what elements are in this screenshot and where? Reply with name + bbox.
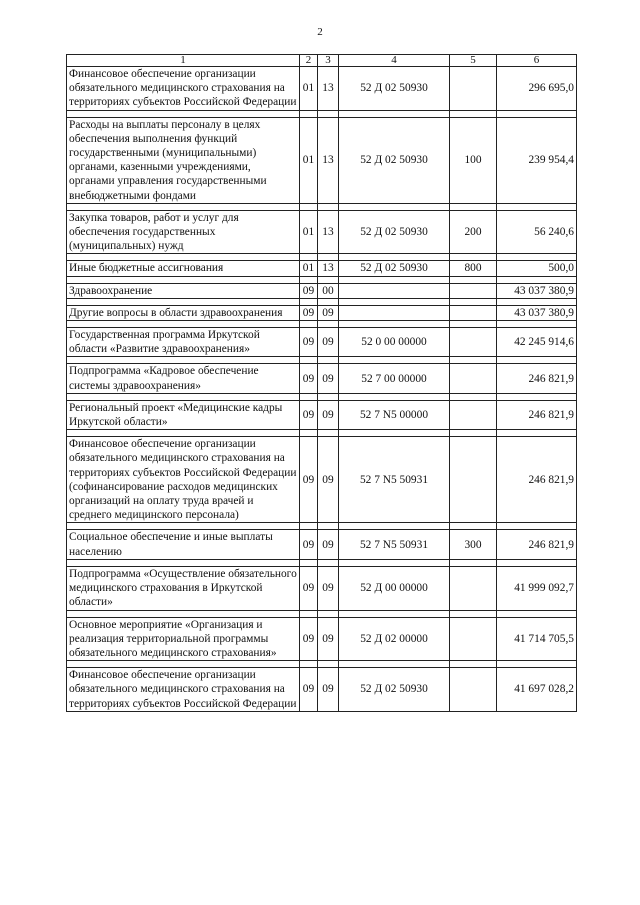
spacer-cell	[339, 393, 450, 400]
row-subsection: 13	[318, 210, 339, 254]
row-section: 09	[300, 530, 318, 559]
spacer-cell	[318, 203, 339, 210]
spacer-cell	[450, 110, 497, 117]
table-row	[67, 364, 577, 393]
row-expense-type	[450, 305, 497, 320]
row-name: Финансовое обеспечение организации обязательного медицинского страхования на территориях субъектов Российской Федерации	[67, 67, 300, 111]
row-expense-type	[450, 400, 497, 429]
row-name: Основное мероприятие «Организация и реализация территориальной программы обязательного медицинского страхования»	[67, 617, 300, 661]
row-expense-type	[450, 283, 497, 298]
row-name: Расходы на выплаты персоналу в целях обеспечения выполнения функций государственными (муниципальными) органами, казенными учреждениями, органами управления государственными внебюджетными фондами	[67, 117, 300, 203]
row-name: Другие вопросы в области здравоохранения	[67, 305, 300, 320]
spacer-cell	[67, 254, 300, 261]
spacer-cell	[450, 430, 497, 437]
row-expense-type	[450, 437, 497, 523]
row-section: 01	[300, 261, 318, 276]
row-name: Здравоохранение	[67, 283, 300, 298]
row-expense-type	[450, 364, 497, 393]
spacer-cell	[67, 203, 300, 210]
row-spacer	[67, 357, 577, 364]
row-name: Региональный проект «Медицинские кадры Иркутской области»	[67, 400, 300, 429]
table-row	[67, 400, 577, 429]
row-spacer	[67, 610, 577, 617]
spacer-cell	[450, 298, 497, 305]
table-row	[67, 617, 577, 661]
row-section: 09	[300, 400, 318, 429]
row-spacer	[67, 393, 577, 400]
table-row	[67, 530, 577, 559]
spacer-cell	[339, 298, 450, 305]
spacer-cell	[339, 276, 450, 283]
row-target-code: 52 Д 00 00000	[339, 566, 450, 610]
spacer-cell	[450, 276, 497, 283]
spacer-cell	[300, 610, 318, 617]
spacer-cell	[318, 254, 339, 261]
row-target-code: 52 Д 02 50930	[339, 117, 450, 203]
spacer-cell	[67, 110, 300, 117]
table-row	[67, 437, 577, 523]
spacer-cell	[300, 661, 318, 668]
header-col-1: 1	[67, 55, 300, 67]
spacer-cell	[300, 393, 318, 400]
spacer-cell	[339, 321, 450, 328]
row-target-code	[339, 283, 450, 298]
header-col-3: 3	[318, 55, 339, 67]
spacer-cell	[67, 393, 300, 400]
row-subsection: 09	[318, 530, 339, 559]
spacer-cell	[450, 357, 497, 364]
spacer-cell	[318, 298, 339, 305]
spacer-cell	[497, 610, 577, 617]
row-spacer	[67, 254, 577, 261]
spacer-cell	[67, 610, 300, 617]
header-col-4: 4	[339, 55, 450, 67]
spacer-cell	[318, 321, 339, 328]
spacer-cell	[318, 610, 339, 617]
spacer-cell	[339, 254, 450, 261]
row-section: 01	[300, 117, 318, 203]
row-section: 01	[300, 67, 318, 111]
spacer-cell	[450, 610, 497, 617]
spacer-cell	[450, 559, 497, 566]
table-row	[67, 668, 577, 712]
row-spacer	[67, 203, 577, 210]
table-row	[67, 117, 577, 203]
row-target-code: 52 7 N5 50931	[339, 530, 450, 559]
spacer-cell	[67, 298, 300, 305]
row-name: Финансовое обеспечение организации обязательного медицинского страхования на территориях субъектов Российской Федерации	[67, 668, 300, 712]
spacer-cell	[300, 276, 318, 283]
spacer-cell	[339, 661, 450, 668]
row-expense-type	[450, 328, 497, 357]
row-amount: 246 821,9	[497, 437, 577, 523]
spacer-cell	[339, 523, 450, 530]
table-row	[67, 67, 577, 111]
row-expense-type: 800	[450, 261, 497, 276]
spacer-cell	[318, 357, 339, 364]
row-name: Финансовое обеспечение организации обязательного медицинского страхования на территориях субъектов Российской Федерации (софинансирование расходов медицинских организаций на оплату труда врачей и среднего медицинского персонала)	[67, 437, 300, 523]
row-amount: 43 037 380,9	[497, 305, 577, 320]
spacer-cell	[450, 661, 497, 668]
spacer-cell	[497, 298, 577, 305]
row-section: 09	[300, 283, 318, 298]
row-name: Социальное обеспечение и иные выплаты населению	[67, 530, 300, 559]
row-section: 09	[300, 566, 318, 610]
row-spacer	[67, 661, 577, 668]
page-number: 2	[317, 26, 323, 38]
row-amount: 56 240,6	[497, 210, 577, 254]
header-col-5: 5	[450, 55, 497, 67]
spacer-cell	[497, 559, 577, 566]
spacer-cell	[67, 661, 300, 668]
spacer-cell	[300, 203, 318, 210]
row-target-code: 52 7 N5 00000	[339, 400, 450, 429]
row-amount: 43 037 380,9	[497, 283, 577, 298]
row-amount: 41 714 705,5	[497, 617, 577, 661]
spacer-cell	[318, 393, 339, 400]
spacer-cell	[318, 276, 339, 283]
spacer-cell	[497, 393, 577, 400]
row-section: 09	[300, 437, 318, 523]
spacer-cell	[67, 523, 300, 530]
row-subsection: 09	[318, 566, 339, 610]
spacer-cell	[497, 203, 577, 210]
row-subsection: 13	[318, 117, 339, 203]
row-section: 01	[300, 210, 318, 254]
spacer-cell	[450, 254, 497, 261]
row-name: Подпрограмма «Осуществление обязательного медицинского страхования в Иркутской области»	[67, 566, 300, 610]
row-subsection: 00	[318, 283, 339, 298]
spacer-cell	[497, 254, 577, 261]
row-expense-type	[450, 67, 497, 111]
spacer-cell	[339, 110, 450, 117]
row-section: 09	[300, 328, 318, 357]
row-expense-type: 300	[450, 530, 497, 559]
row-expense-type: 100	[450, 117, 497, 203]
row-spacer	[67, 321, 577, 328]
row-amount: 246 821,9	[497, 400, 577, 429]
spacer-cell	[318, 110, 339, 117]
spacer-cell	[318, 430, 339, 437]
spacer-cell	[300, 298, 318, 305]
header-col-2: 2	[300, 55, 318, 67]
table-row	[67, 305, 577, 320]
table-row	[67, 566, 577, 610]
spacer-cell	[339, 357, 450, 364]
row-subsection: 09	[318, 328, 339, 357]
spacer-cell	[318, 559, 339, 566]
spacer-cell	[67, 559, 300, 566]
row-target-code: 52 0 00 00000	[339, 328, 450, 357]
row-subsection: 09	[318, 668, 339, 712]
table-row	[67, 283, 577, 298]
row-name: Закупка товаров, работ и услуг для обеспечения государственных (муниципальных) нужд	[67, 210, 300, 254]
table-row	[67, 328, 577, 357]
spacer-cell	[339, 559, 450, 566]
row-subsection: 09	[318, 437, 339, 523]
row-spacer	[67, 110, 577, 117]
row-section: 09	[300, 305, 318, 320]
row-section: 09	[300, 668, 318, 712]
spacer-cell	[300, 523, 318, 530]
row-amount: 41 999 092,7	[497, 566, 577, 610]
spacer-cell	[67, 321, 300, 328]
spacer-cell	[450, 203, 497, 210]
row-expense-type	[450, 668, 497, 712]
table-body	[67, 67, 577, 712]
spacer-cell	[497, 357, 577, 364]
spacer-cell	[450, 393, 497, 400]
row-spacer	[67, 559, 577, 566]
spacer-cell	[67, 276, 300, 283]
spacer-cell	[318, 661, 339, 668]
spacer-cell	[300, 254, 318, 261]
row-subsection: 13	[318, 67, 339, 111]
row-amount: 42 245 914,6	[497, 328, 577, 357]
row-target-code: 52 7 N5 50931	[339, 437, 450, 523]
row-spacer	[67, 523, 577, 530]
row-target-code: 52 Д 02 00000	[339, 617, 450, 661]
spacer-cell	[67, 430, 300, 437]
row-subsection: 13	[318, 261, 339, 276]
row-target-code: 52 Д 02 50930	[339, 210, 450, 254]
table-row	[67, 210, 577, 254]
spacer-cell	[497, 110, 577, 117]
row-spacer	[67, 276, 577, 283]
table-row	[67, 261, 577, 276]
row-subsection: 09	[318, 364, 339, 393]
row-target-code: 52 Д 02 50930	[339, 668, 450, 712]
row-expense-type	[450, 566, 497, 610]
spacer-cell	[300, 321, 318, 328]
row-section: 09	[300, 617, 318, 661]
spacer-cell	[497, 430, 577, 437]
spacer-cell	[497, 276, 577, 283]
row-amount: 246 821,9	[497, 364, 577, 393]
row-spacer	[67, 298, 577, 305]
spacer-cell	[67, 357, 300, 364]
row-target-code	[339, 305, 450, 320]
budget-table	[66, 54, 577, 712]
row-amount: 500,0	[497, 261, 577, 276]
row-amount: 296 695,0	[497, 67, 577, 111]
row-expense-type: 200	[450, 210, 497, 254]
row-spacer	[67, 430, 577, 437]
row-subsection: 09	[318, 400, 339, 429]
spacer-cell	[300, 110, 318, 117]
spacer-cell	[318, 523, 339, 530]
spacer-cell	[300, 559, 318, 566]
header-col-6: 6	[497, 55, 577, 67]
spacer-cell	[450, 523, 497, 530]
row-name: Государственная программа Иркутской области «Развитие здравоохранения»	[67, 328, 300, 357]
spacer-cell	[300, 357, 318, 364]
row-target-code: 52 Д 02 50930	[339, 67, 450, 111]
spacer-cell	[497, 661, 577, 668]
row-subsection: 09	[318, 305, 339, 320]
spacer-cell	[497, 523, 577, 530]
row-amount: 41 697 028,2	[497, 668, 577, 712]
row-amount: 246 821,9	[497, 530, 577, 559]
spacer-cell	[497, 321, 577, 328]
row-subsection: 09	[318, 617, 339, 661]
row-target-code: 52 7 00 00000	[339, 364, 450, 393]
row-target-code: 52 Д 02 50930	[339, 261, 450, 276]
spacer-cell	[339, 610, 450, 617]
row-section: 09	[300, 364, 318, 393]
row-expense-type	[450, 617, 497, 661]
spacer-cell	[339, 203, 450, 210]
row-name: Подпрограмма «Кадровое обеспечение системы здравоохранения»	[67, 364, 300, 393]
spacer-cell	[300, 430, 318, 437]
spacer-cell	[339, 430, 450, 437]
table-header-row	[67, 55, 577, 67]
spacer-cell	[450, 321, 497, 328]
row-amount: 239 954,4	[497, 117, 577, 203]
row-name: Иные бюджетные ассигнования	[67, 261, 300, 276]
